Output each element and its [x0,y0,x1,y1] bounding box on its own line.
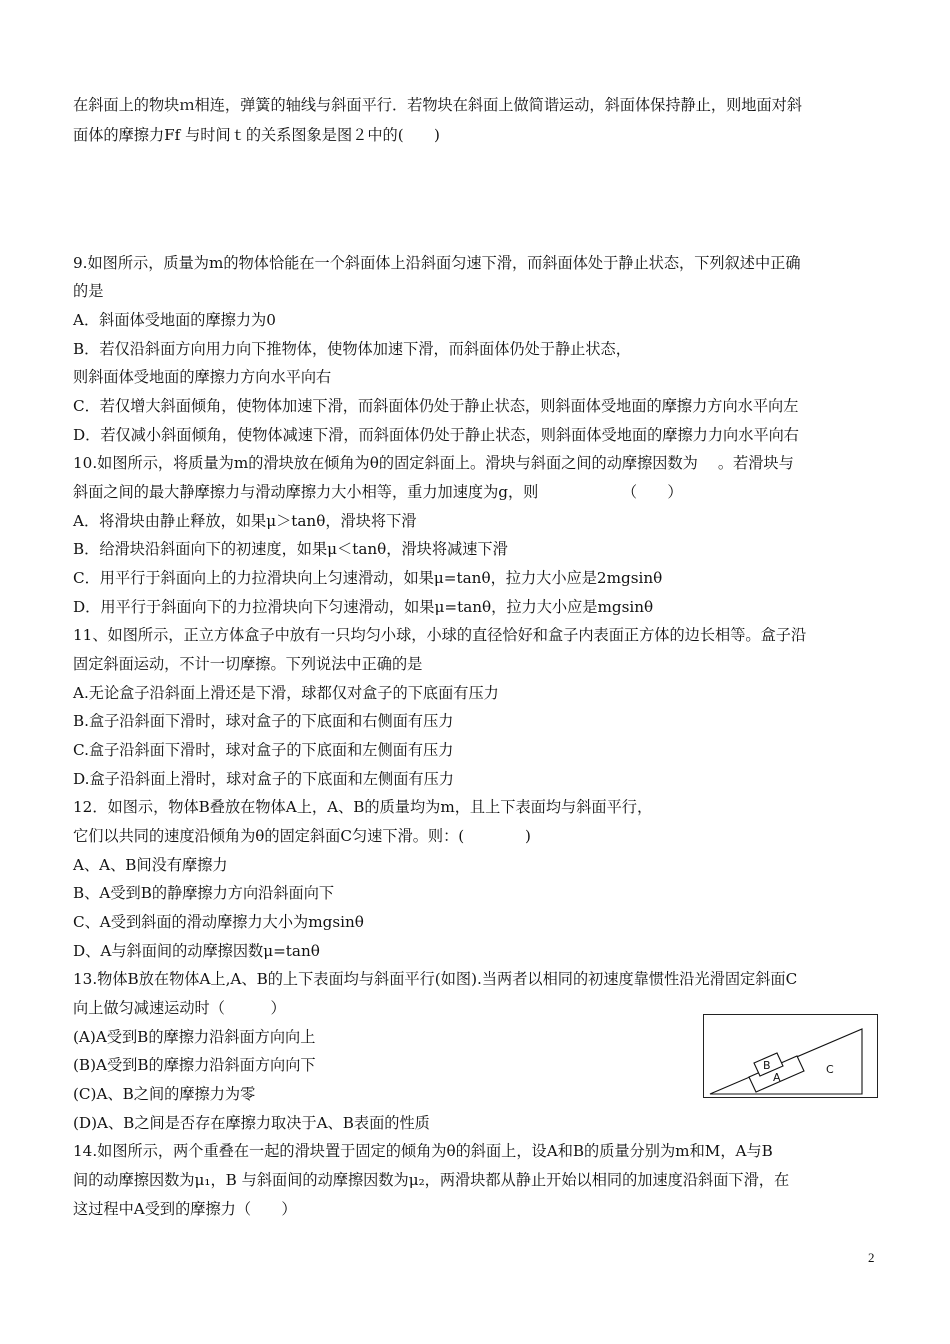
option-c: C.盒子沿斜面下滑时，球对盒子的下底面和左侧面有压力 [73,741,454,759]
question-9-stem: 9.如图所示，质量为m的物体恰能在一个斜面体上沿斜面匀速下滑，而斜面体处于静止状态，下列叙述中正确 [73,254,801,272]
option-b: B．若仅沿斜面方向用力向下推物体，使物体加速下滑，而斜面体仍处于静止状态， [73,340,631,358]
option-a: A．将滑块由静止释放，如果μ＞tanθ，滑块将下滑 [73,512,417,530]
question-12-stem: 12．如图示，物体B叠放在物体A上，A、B的质量均为m，且上下表面均与斜面平行， [73,798,653,816]
text-line: 间的动摩擦因数为μ₁，B 与斜面间的动摩擦因数为μ₂，两滑块都从静止开始以相同的加速度沿斜面下滑，在 [73,1171,790,1189]
option-c: C．用平行于斜面向上的力拉滑块向上匀速滑动，如果μ=tanθ，拉力大小应是2mgsinθ [73,569,663,587]
question-13-stem: 13.物体B放在物体A上,A、B的上下表面均与斜面平行(如图).当两者以相同的初速度靠惯性沿光滑固定斜面C [73,970,798,988]
text-line: 的是 [73,282,104,300]
option-d: D．用平行于斜面向下的力拉滑块向下匀速滑动，如果μ=tanθ，拉力大小应是mgsinθ [73,598,654,616]
text-line: 固定斜面运动，不计一切摩擦。下列说法中正确的是 [73,655,423,673]
option-c: (C)A、B之间的摩擦力为零 [73,1085,256,1103]
text-line: 斜面之间的最大静摩擦力与滑动摩擦力大小相等，重力加速度为g，则 （ ） [73,483,683,501]
text-line: 它们以共同的速度沿倾角为θ的固定斜面C匀速下滑。则：( ) [73,827,531,845]
text-line: 向上做匀减速运动时（ ） [73,999,286,1017]
label-c: C [826,1063,834,1076]
incline-figure [703,1014,878,1098]
option-a: A、A、B间没有摩擦力 [73,856,228,874]
option-d: D.盒子沿斜面上滑时，球对盒子的下底面和左侧面有压力 [73,770,454,788]
page-number: 2 [868,1250,875,1265]
text-line: 在斜面上的物块ｍ相连，弹簧的轴线与斜面平行．若物块在斜面上做简谐运动，斜面体保持静止，则地面对斜 [73,96,802,114]
question-10-stem: 10.如图所示，将质量为m的滑块放在倾角为θ的固定斜面上。滑块与斜面之间的动摩擦因数为 。若滑块与 [73,454,794,472]
option-a: A.无论盒子沿斜面上滑还是下滑，球都仅对盒子的下底面有压力 [73,684,499,702]
question-14-stem: 14.如图所示，两个重叠在一起的滑块置于固定的倾角为θ的斜面上，设A和B的质量分别为m和M，A与B [73,1142,773,1160]
text-line: 则斜面体受地面的摩擦力方向水平向右 [73,368,332,386]
option-c: C．若仅增大斜面倾角，使物体加速下滑，而斜面体仍处于静止状态，则斜面体受地面的摩擦力方向水平向左 [73,397,799,415]
option-a: (A)A受到B的摩擦力沿斜面方向向上 [73,1028,316,1046]
option-d: D．若仅减小斜面倾角，使物体减速下滑，而斜面体仍处于静止状态，则斜面体受地面的摩擦力力向水平向右 [73,426,799,444]
option-b: B.盒子沿斜面下滑时，球对盒子的下底面和右侧面有压力 [73,712,454,730]
option-b: B．给滑块沿斜面向下的初速度，如果μ＜tanθ，滑块将减速下滑 [73,540,508,558]
option-c: C、A受到斜面的滑动摩擦力大小为mgsinθ [73,913,364,931]
option-b: (B)A受到B的摩擦力沿斜面方向向下 [73,1056,316,1074]
option-a: A．斜面体受地面的摩擦力为0 [73,311,276,329]
option-d: (D)A、B之间是否存在摩擦力取决于A、B表面的性质 [73,1114,430,1132]
text-line: 这过程中A受到的摩擦力（ ） [73,1200,297,1218]
option-d: D、A与斜面间的动摩擦因数μ=tanθ [73,942,320,960]
question-11-stem: 11、如图所示，正立方体盒子中放有一只均匀小球，小球的直径恰好和盒子内表面正方体的边长相等。盒子沿 [73,626,807,644]
label-a: A [773,1071,781,1084]
option-b: B、A受到B的静摩擦力方向沿斜面向下 [73,884,335,902]
incline-diagram [704,1015,879,1099]
label-b: B [763,1059,771,1072]
text-line: 面体的摩擦力Ff 与时间ｔ的关系图象是图２中的( ) [73,126,440,144]
